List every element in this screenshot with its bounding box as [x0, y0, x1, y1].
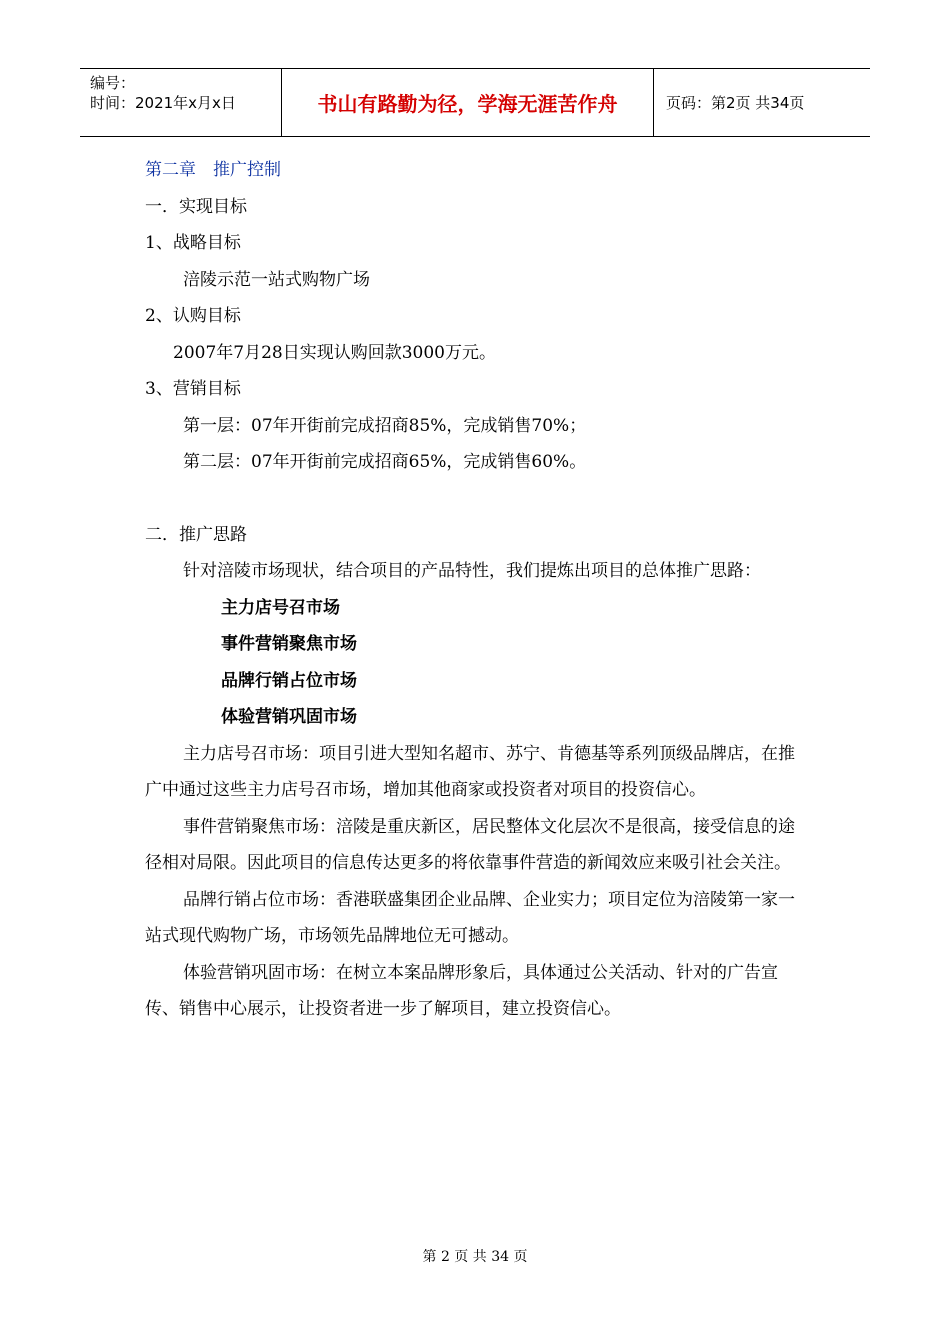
- chapter-title: 第二章 推广控制: [145, 160, 281, 180]
- strategy-item: 事件营销聚焦市场: [221, 634, 357, 654]
- item-title: 2、认购目标: [145, 306, 241, 326]
- paragraph: 品牌行销占位市场：香港联盛集团企业品牌、企业实力；项目定位为涪陵第一家一站式现代购物广场，市场领先品牌地位无可撼动。: [145, 889, 795, 946]
- section-title: 二．推广思路: [145, 524, 247, 545]
- item-text: 第二层：07年开街前完成招商65%，完成销售60%。: [183, 452, 587, 472]
- header-motto: 书山有路勤为径，学海无涯苦作舟: [282, 69, 654, 136]
- header-meta: [80, 69, 282, 136]
- item-title: 3、营销目标: [145, 379, 241, 399]
- date-label: 时间：2021年x月x日: [90, 94, 236, 112]
- item-text: 涪陵示范一站式购物广场: [183, 269, 370, 290]
- paragraph: 体验营销巩固市场：在树立本案品牌形象后，具体通过公关活动、针对的广告宣传、销售中心展示，让投资者进一步了解项目，建立投资信心。: [145, 962, 778, 1019]
- section-title: 一．实现目标: [145, 196, 247, 217]
- page-header: [80, 68, 870, 137]
- strategy-item: 体验营销巩固市场: [221, 707, 357, 727]
- strategy-item: 品牌行销占位市场: [221, 670, 357, 691]
- item-text: 第一层：07年开街前完成招商85%，完成销售70%；: [183, 415, 587, 436]
- header-page-info: 页码：第2页 共34页: [666, 94, 805, 112]
- document-body: [145, 152, 807, 1028]
- paragraph: 针对涪陵市场现状，结合项目的产品特性，我们提炼出项目的总体推广思路：: [183, 561, 761, 581]
- serial-label: 编号：: [90, 74, 136, 92]
- item-text: 2007年7月28日实现认购回款3000万元。: [173, 342, 496, 363]
- page-footer: 第 2 页 共 34 页: [422, 1249, 528, 1265]
- paragraph: 主力店号召市场：项目引进大型知名超市、苏宁、肯德基等系列顶级品牌店，在推广中通过这些主力店号召市场，增加其他商家或投资者对项目的投资信心。: [145, 743, 795, 800]
- paragraph: 事件营销聚焦市场：涪陵是重庆新区，居民整体文化层次不是很高，接受信息的途径相对局限。因此项目的信息传达更多的将依靠事件营造的新闻效应来吸引社会关注。: [145, 816, 795, 873]
- item-title: 1、战略目标: [145, 233, 241, 253]
- strategy-item: 主力店号召市场: [221, 597, 340, 618]
